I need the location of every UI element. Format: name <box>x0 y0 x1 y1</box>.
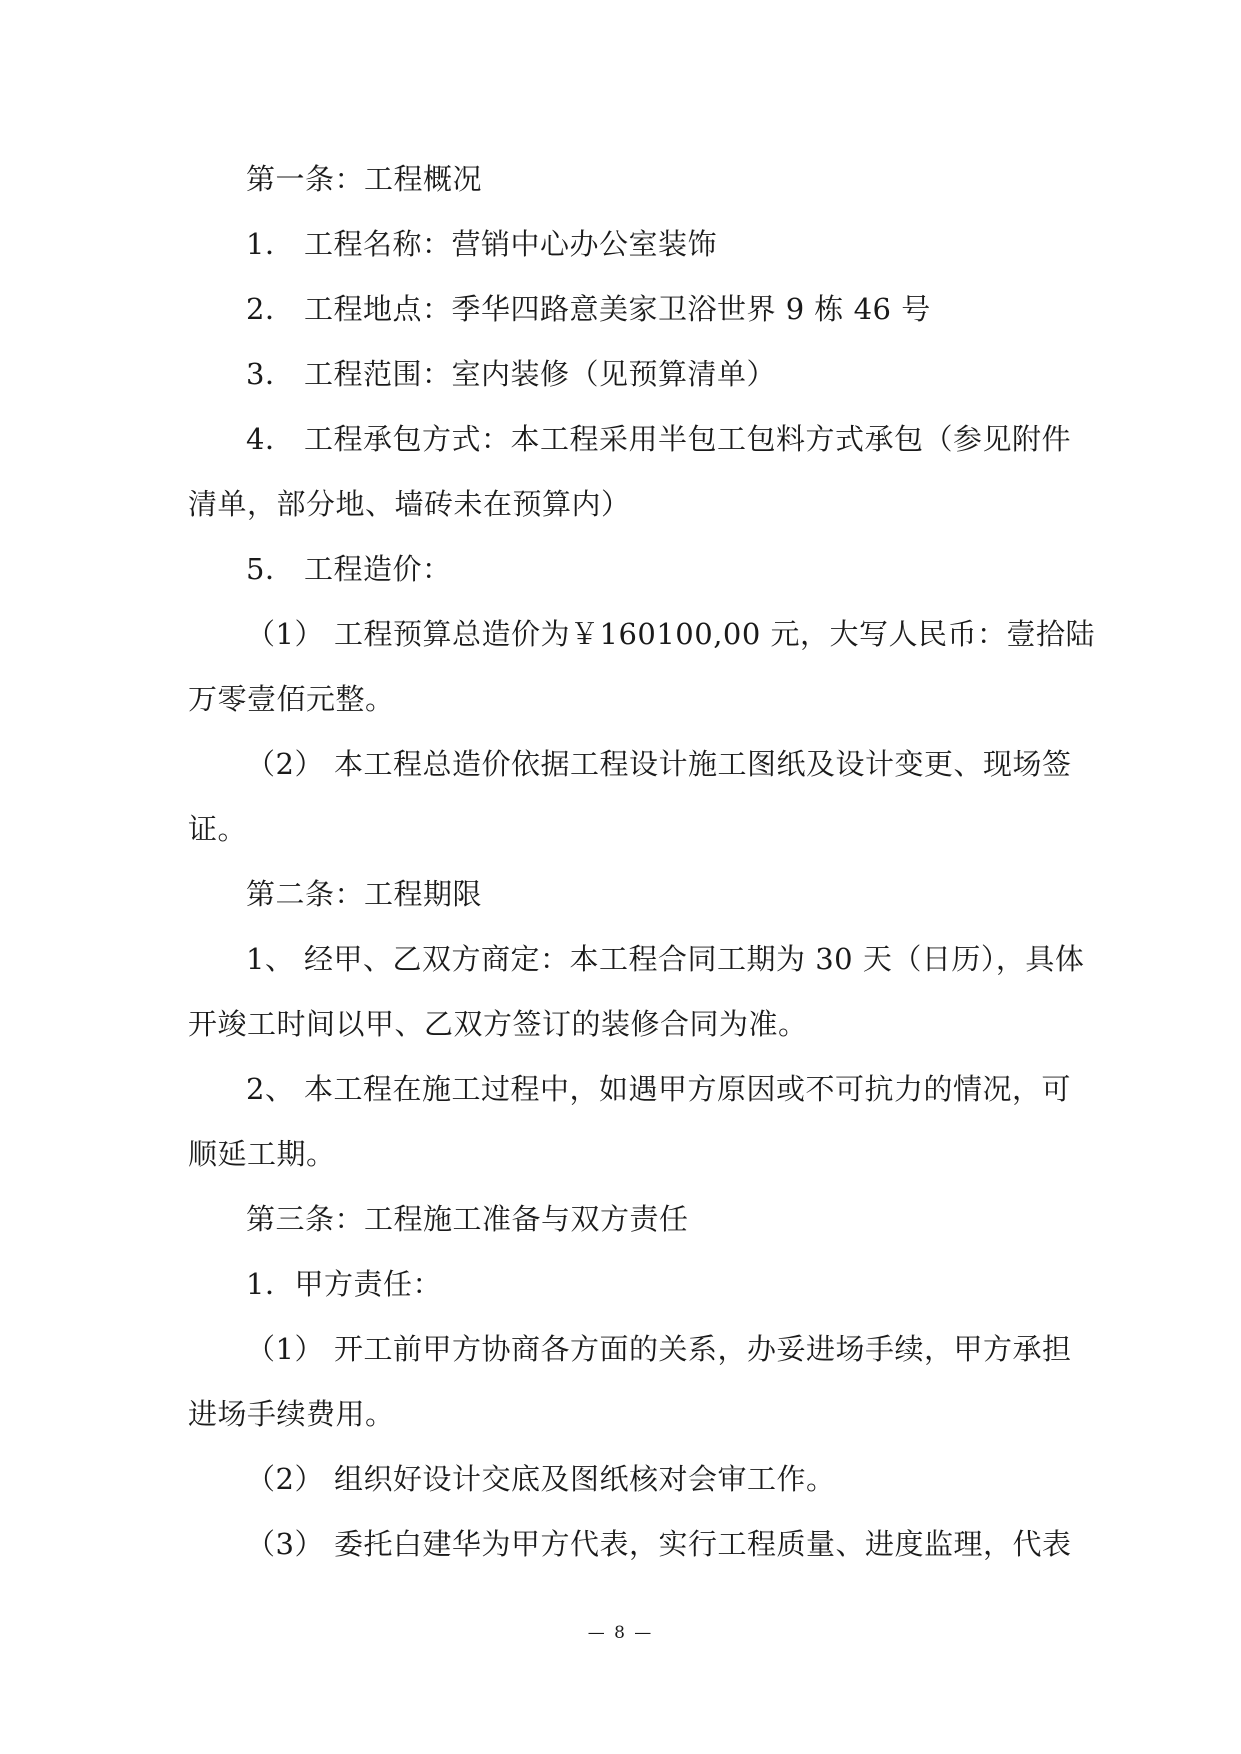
item-number: 2． <box>246 292 295 326</box>
continuation-text: 开竣工时间以甲、乙双方签订的装修合同为准。 <box>188 1007 808 1041</box>
sub-item-text: 委托白建华为甲方代表，实行工程质量、进度监理，代表 <box>334 1527 1072 1561</box>
page-number: — 8 — <box>587 1623 654 1643</box>
list-item <box>188 940 1085 978</box>
item-number: 3． <box>246 357 295 391</box>
item-text: 甲方责任： <box>294 1267 442 1301</box>
list-item <box>188 225 1058 263</box>
document-body <box>188 160 1096 1563</box>
sub-item-text: 开工前甲方协商各方面的关系，办妥进场手续，甲方承担 <box>334 1332 1072 1366</box>
section-heading <box>188 875 1058 913</box>
heading-text: 第二条：工程期限 <box>246 877 483 911</box>
sub-item-text: 组织好设计交底及图纸核对会审工作。 <box>334 1462 836 1496</box>
continuation-text: 万零壹佰元整。 <box>188 682 395 716</box>
heading-text: 第三条：工程施工准备与双方责任 <box>246 1202 689 1236</box>
item-text: 工程地点：季华四路意美家卫浴世界 9 栋 46 号 <box>304 292 931 326</box>
list-item <box>188 290 1058 328</box>
continuation-text: 顺延工期。 <box>188 1137 336 1171</box>
sub-item-number: （1） <box>246 1332 324 1366</box>
sub-item-number: （2） <box>246 1462 324 1496</box>
sub-item-text: 工程预算总造价为￥160100,00 元，大写人民币：壹拾陆 <box>334 617 1096 651</box>
sub-item <box>188 745 1072 783</box>
list-item-continuation <box>188 1135 1058 1173</box>
sub-item-continuation <box>188 810 1058 848</box>
section-heading <box>188 160 1058 198</box>
sub-item-continuation <box>188 680 1058 718</box>
sub-item-number: （1） <box>246 617 324 651</box>
item-text: 工程名称：营销中心办公室装饰 <box>304 227 718 261</box>
list-item-continuation <box>188 485 1058 523</box>
list-item <box>188 550 1058 588</box>
continuation-text: 清单，部分地、墙砖未在预算内） <box>188 487 631 521</box>
sub-item <box>188 1330 1072 1368</box>
item-number: 4． <box>246 422 295 456</box>
item-number: 5． <box>246 552 295 586</box>
sub-item <box>188 1460 1058 1498</box>
item-number: 1． <box>246 1267 295 1301</box>
sub-item-number: （3） <box>246 1527 324 1561</box>
item-text: 经甲、乙双方商定：本工程合同工期为 30 天（日历），具体 <box>304 942 1085 976</box>
item-number: 1． <box>246 227 295 261</box>
list-item <box>188 1070 1072 1108</box>
sub-item <box>188 1525 1072 1563</box>
heading-text: 第一条：工程概况 <box>246 162 483 196</box>
item-number: 2、 <box>246 1072 295 1106</box>
item-number: 1、 <box>246 942 295 976</box>
list-item <box>188 420 1072 458</box>
sub-item-number: （2） <box>246 747 324 781</box>
sub-item-text: 本工程总造价依据工程设计施工图纸及设计变更、现场签 <box>334 747 1072 781</box>
item-text: 工程承包方式：本工程采用半包工包料方式承包（参见附件 <box>304 422 1072 456</box>
sub-item-continuation <box>188 1395 1058 1433</box>
item-text: 工程范围：室内装修（见预算清单） <box>304 357 777 391</box>
list-item <box>188 355 1058 393</box>
list-item-continuation <box>188 1005 1058 1043</box>
item-text: 工程造价： <box>304 552 452 586</box>
sub-item <box>188 615 1096 653</box>
item-text: 本工程在施工过程中，如遇甲方原因或不可抗力的情况，可 <box>304 1072 1072 1106</box>
list-item <box>188 1265 1058 1303</box>
section-heading <box>188 1200 1058 1238</box>
continuation-text: 证。 <box>188 812 248 846</box>
continuation-text: 进场手续费用。 <box>188 1397 395 1431</box>
